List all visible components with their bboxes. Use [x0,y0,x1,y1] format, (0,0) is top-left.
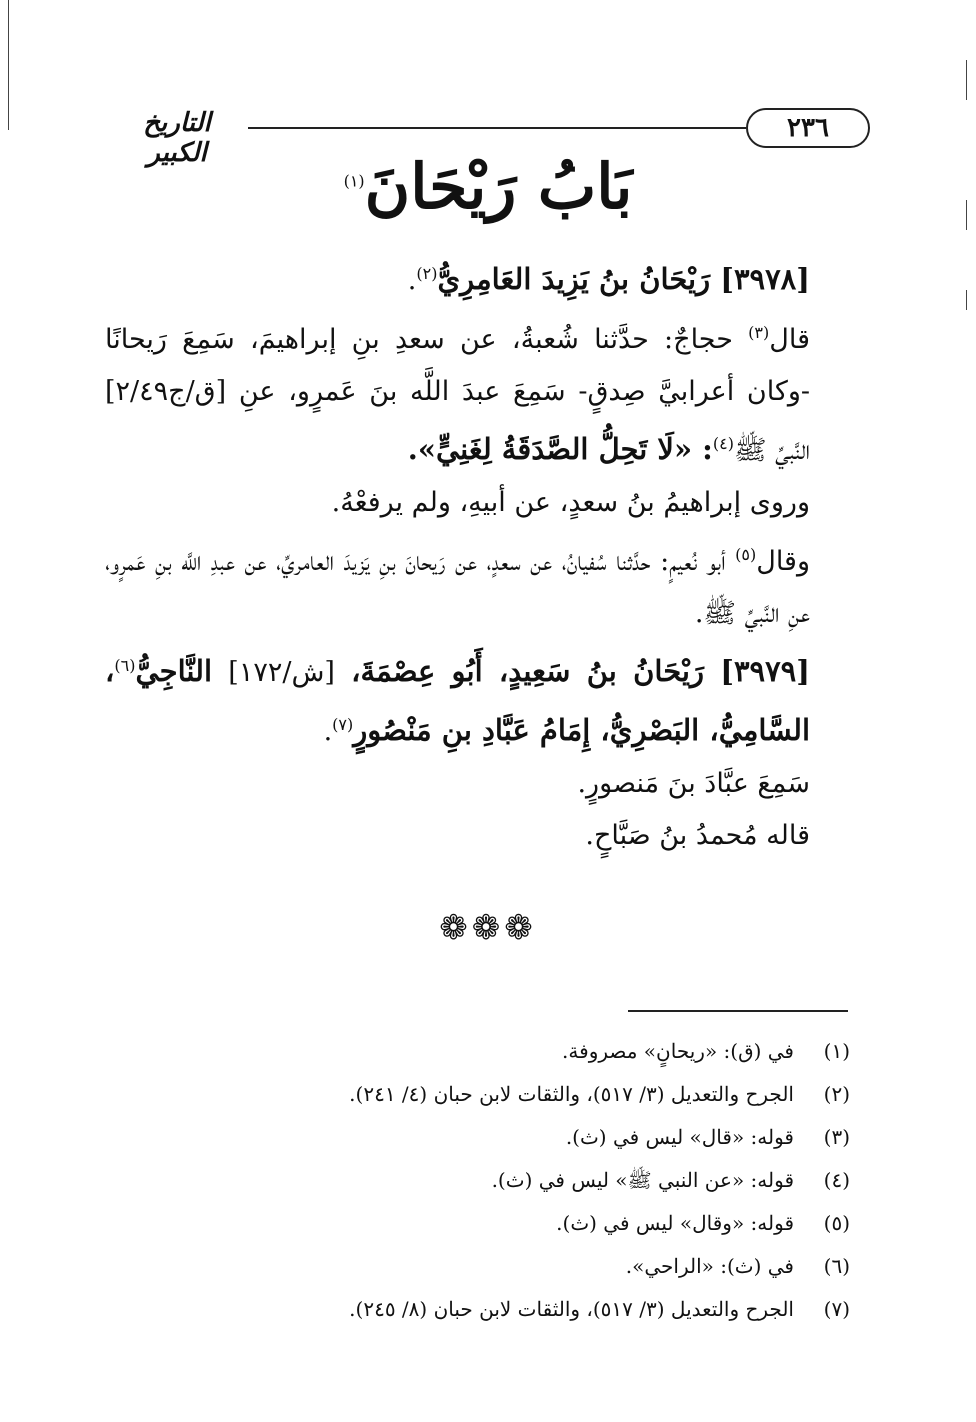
chapter-title-text: بَابُ رَيْحَانَ [364,150,633,223]
entry-heading-text: النَّاجِيُّ [135,654,229,688]
footnote-item [120,1202,850,1245]
footnote-number: (٤) [823,1168,850,1192]
footnote-number: (٧) [823,1297,850,1321]
hadith-quote: : «لَا تَحِلُّ الصَّدَقَةُ لِغَنِيٍّ». [407,432,713,466]
footnote-number: (١) [823,1039,850,1063]
page-edge-mark [966,290,967,310]
header-rule [248,127,746,129]
footnote-number: (٥) [823,1211,850,1235]
footnote-ref: (٧) [332,715,354,734]
paragraph [105,529,850,640]
manuscript-ref: [ش/١٧٢] [228,657,335,688]
paragraph: وروى إبراهيمُ بنُ سعدٍ، عن أبيهِ، ولم يرفعْهُ. [331,487,810,518]
footnote-item [120,1030,850,1073]
footnote-text: في (ث): «الراحي». [625,1254,794,1278]
footnote-number: (٦) [823,1254,850,1278]
footnote-item [120,1073,850,1116]
entry-heading-end: . [407,265,417,296]
footnote-text: قوله: «وقال» ليس في (ث). [556,1211,794,1235]
entry-heading [105,248,850,307]
page-number: ٢٣٦ [746,108,870,148]
paragraph: سَمِعَ عبَّادَ بنَ مَنصورٍ. [577,768,810,799]
footnote-item [120,1288,850,1331]
footnote-item [120,1116,850,1159]
footnote-text: الجرح والتعديل (٣/ ٥١٧)، والثقات لابن حبان (٤/ ٢٤١). [349,1082,794,1106]
entry-heading-text: [٣٩٧٨] رَيْحَانُ بنُ يَزِيدَ العَامِرِيُّ [437,262,810,296]
main-text [105,248,850,862]
footnote-ref: (٣) [748,323,770,342]
footnote-ref: (١) [343,171,365,191]
entry-heading-text: [٣٩٧٩] رَيْحَانُ بنُ سَعِيدٍ، أَبُو عِصْمَةَ، [334,654,810,688]
footnote-text: الجرح والتعديل (٣/ ٥١٧)، والثقات لابن حبان (٨/ ٢٤٥). [349,1297,794,1321]
footnote-text: قوله: «قال» ليس في (ث). [565,1125,794,1149]
entry-heading-end: . [323,716,333,747]
entry-heading-text: ، السَّامِيُّ، البَصْرِيُّ، إِمَامُ عَبَّادِ بنِ مَنْصُورٍ [105,654,810,747]
entry-heading [105,640,850,758]
ornament-divider: ❁❁❁ [439,908,537,948]
footnote-item [120,1245,850,1288]
book-title: التاريخ الكبير [143,108,211,168]
paragraph [105,307,850,477]
footnote-ref: (٥) [735,545,757,564]
page-header [110,108,870,168]
footnote-text: قوله: «عن النبي ﷺ» ليس في (ث). [491,1168,794,1192]
page-edge-line [8,0,9,130]
footnote-ref: (٤) [712,434,734,453]
footnote-rule [628,1010,848,1012]
footnotes [120,1030,850,1331]
paragraph: قاله مُحمدُ بنُ صَبَّاحٍ. [585,820,810,851]
footnote-ref: (٢) [416,264,438,283]
footnote-item [120,1159,850,1202]
footnote-text: في (ق): «ريحانٍ» مصروفة. [562,1039,794,1063]
paragraph-text: قال [769,324,810,355]
chapter-title [0,150,976,223]
page-edge-mark [966,60,967,100]
footnote-number: (٢) [823,1082,850,1106]
paragraph-text: حجاجٌ: حدَّثنا شُعبةُ، عن سعدِ بنِ إبراهيمَ، سَمِعَ رَيحانًا -وكان أعرابيَّ صِدقٍ- سَمِعَ عبدَ اللَّه بنَ عَمرٍو، عنِ [ق/ج٢/٤٩] النَّبيِّ ﷺ [105,324,810,466]
footnote-ref: (٦) [114,656,136,675]
paragraph-text: أبو نُعيمٍ: حدَّثنا سُفيانُ، عن سعدٍ، عن رَيحانَ بنِ يَزيدَ العامريِّ، عن عبدِ اللَّه بنِ عَمرٍو، عنِ النَّبيِّ ﷺ. [105,546,810,629]
paragraph-text: وقال [756,546,810,577]
footnote-number: (٣) [823,1125,850,1149]
